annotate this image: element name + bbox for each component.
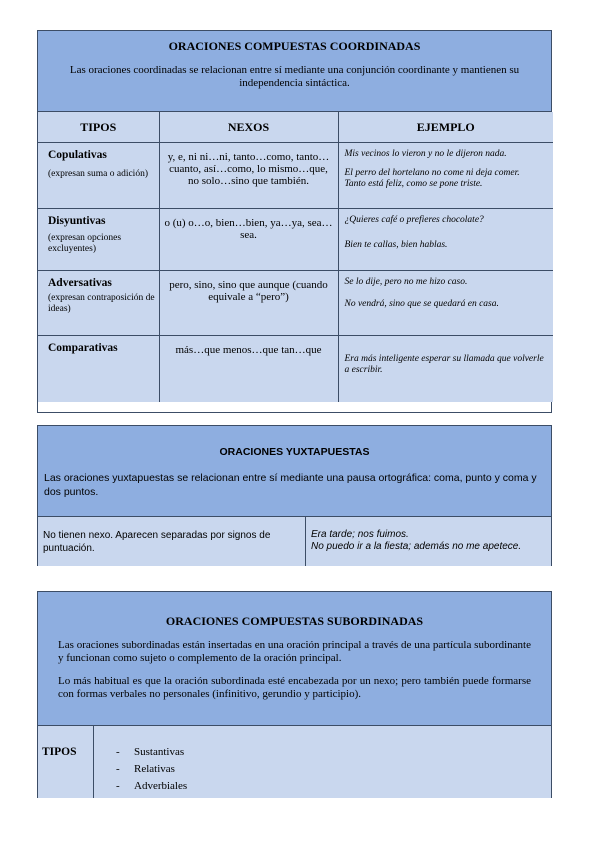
example-text: No puedo ir a la fiesta; además no me apetece. xyxy=(311,541,522,552)
tipo-note: (expresan opciones excluyentes) xyxy=(48,233,122,254)
header-ejemplo: EJEMPLO xyxy=(338,112,553,143)
table-row xyxy=(38,271,553,336)
example-text: El perro del hortelano no come ni deja comer. xyxy=(344,168,520,178)
tipo-cell xyxy=(38,271,159,336)
subordinadas-paragraph: Las oraciones subordinadas están insertadas en una oración principal a través de una partícula subordinante y funcionan como sujeto o complemento de la oración principal. xyxy=(58,639,531,664)
yuxtapuestas-body xyxy=(38,517,551,566)
type-name: Sustantivas xyxy=(134,746,185,758)
nexos-cell: pero, sino, sino que aunque (cuando equivale a “pero”) xyxy=(159,271,338,336)
yuxtapuestas-header xyxy=(38,426,551,517)
type-name: Adverbiales xyxy=(134,780,188,792)
table-row xyxy=(38,209,553,271)
example-text: Se lo dije, pero no me hizo caso. xyxy=(344,277,468,287)
yuxtapuestas-description: Las oraciones yuxtapuestas se relacionan entre sí mediante una pausa ortográfica: coma, punto y coma y dos puntos. xyxy=(44,472,537,498)
tipo-cell xyxy=(38,143,159,209)
coordinadas-table xyxy=(38,112,553,402)
subordinadas-body xyxy=(38,726,551,798)
list-item xyxy=(116,744,187,761)
coordinadas-title: ORACIONES COMPUESTAS COORDINADAS xyxy=(168,39,421,53)
tipo-cell xyxy=(38,209,159,271)
tipo-note: (expresan suma o adición) xyxy=(48,169,148,179)
tipo-name: Comparativas xyxy=(48,342,118,354)
yuxtapuestas-rule: No tienen nexo. Aparecen separadas por signos de puntuación. xyxy=(38,517,306,566)
table-row xyxy=(38,143,553,209)
nexos-cell: o (u) o…o, bien…bien, ya…ya, sea…sea. xyxy=(159,209,338,271)
ejemplo-cell xyxy=(338,271,553,336)
tipo-name: Adversativas xyxy=(48,277,112,289)
subordinadas-header xyxy=(38,592,551,726)
type-name: Relativas xyxy=(134,763,175,775)
coordinadas-header xyxy=(38,31,551,112)
bullet-dash: - xyxy=(116,780,120,792)
example-text: Mis vecinos lo vieron y no le dijeron nada. xyxy=(344,149,507,159)
example-text: Tanto está feliz, como se pone triste. xyxy=(344,179,483,189)
coordinadas-section xyxy=(37,30,552,413)
yuxtapuestas-section xyxy=(37,425,552,566)
tipo-name: Disyuntivas xyxy=(48,215,106,227)
tipo-name: Copulativas xyxy=(48,149,107,161)
yuxtapuestas-title: ORACIONES YUXTAPUESTAS xyxy=(219,446,370,458)
ejemplo-cell xyxy=(338,143,553,209)
tipo-cell xyxy=(38,336,159,402)
example-text: ¿Quieres café o prefieres chocolate? xyxy=(344,215,484,225)
list-item xyxy=(116,761,187,778)
nexos-cell: más…que menos…que tan…que xyxy=(159,336,338,402)
nexos-cell: y, e, ni ni…ni, tanto…como, tanto…cuanto, así…como, lo mismo…que, no solo…sino que también. xyxy=(159,143,338,209)
list-item xyxy=(116,778,187,795)
example-text: Era más inteligente esperar su llamada que volverle a escribir. xyxy=(344,354,544,375)
tipo-note: (expresan contraposición de ideas) xyxy=(48,293,155,314)
subordinadas-paragraph: Lo más habitual es que la oración subordinada esté encabezada por un nexo; pero también puede formarse con formas verbales no personales (infinitivo, gerundio y participio). xyxy=(58,675,531,700)
table-row xyxy=(38,336,553,402)
types-list xyxy=(94,726,187,798)
example-text: Bien te callas, bien hablas. xyxy=(344,240,448,250)
example-text: Era tarde; nos fuimos. xyxy=(311,529,409,540)
yuxtapuestas-examples xyxy=(306,517,551,566)
subordinadas-description xyxy=(38,639,551,701)
coordinadas-description: Las oraciones coordinadas se relacionan entre sí mediante una conjunción coordinante y mantienen su independencia sintáctica. xyxy=(69,64,520,89)
header-tipos: TIPOS xyxy=(38,112,159,143)
bullet-dash: - xyxy=(116,746,120,758)
subordinadas-section xyxy=(37,591,552,798)
ejemplo-cell xyxy=(338,336,553,402)
subordinadas-title: ORACIONES COMPUESTAS SUBORDINADAS xyxy=(165,614,424,628)
tipos-label: TIPOS xyxy=(38,726,94,798)
example-text: No vendrá, sino que se quedará en casa. xyxy=(344,299,499,309)
header-nexos: NEXOS xyxy=(159,112,338,143)
ejemplo-cell xyxy=(338,209,553,271)
bullet-dash: - xyxy=(116,763,120,775)
table-header-row xyxy=(38,112,553,143)
